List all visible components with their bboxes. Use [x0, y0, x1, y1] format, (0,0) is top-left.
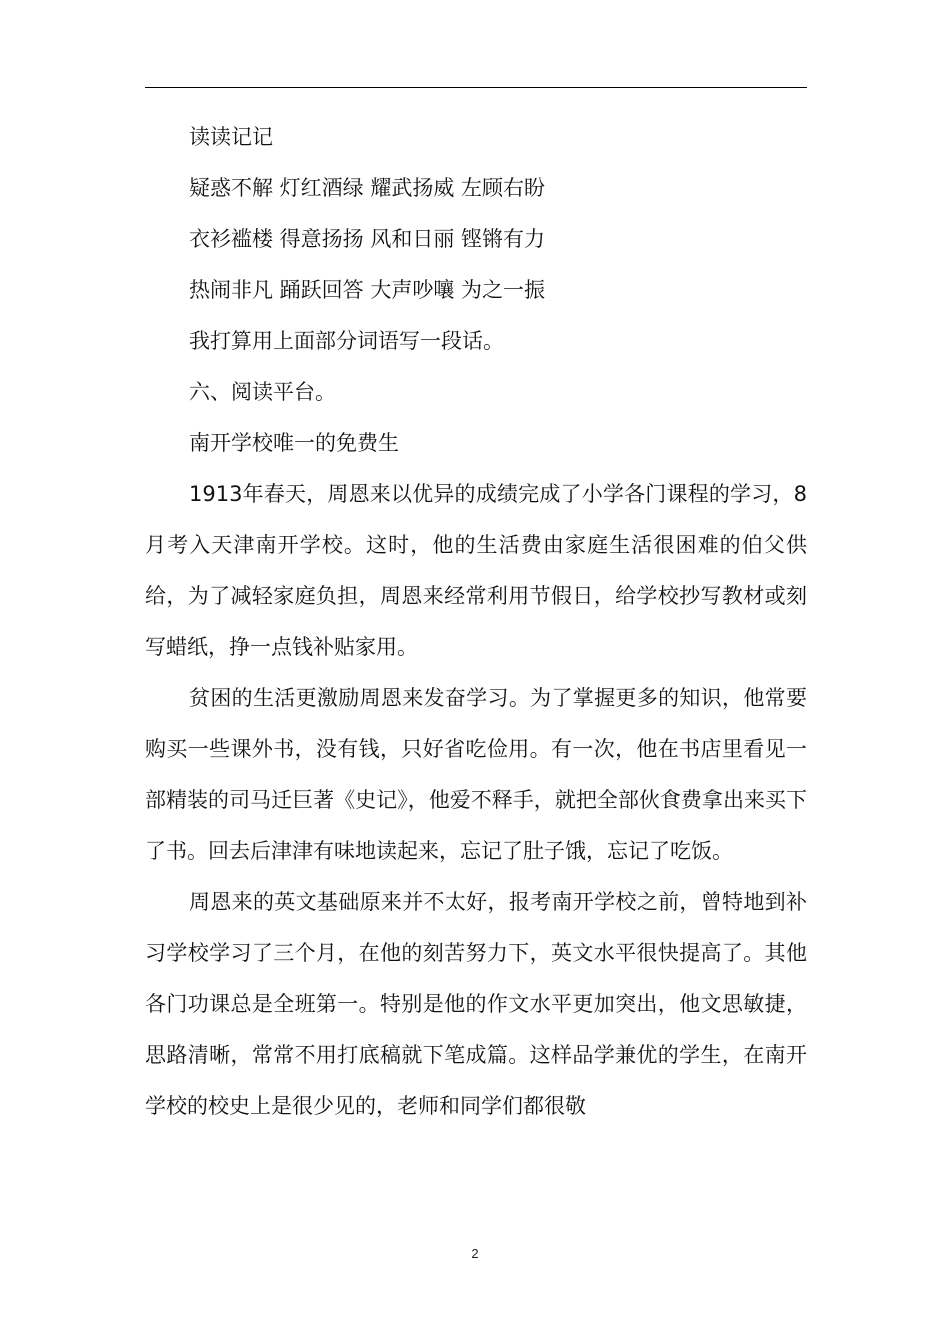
- article-paragraph-3: 周恩来的英文基础原来并不太好，报考南开学校之前，曾特地到补习学校学习了三个月，在他的刻苦努力下，英文水平很快提高了。其他各门功课总是全班第一。特别是他的作文水平更加突出，他文思敏捷，思路清晰，常常不用打底稿就下笔成篇。这样品学兼优的学生，在南开学校的校史上是很少见的，老师和同学们都很敬: [145, 890, 807, 1118]
- word-list-row-3: 热闹非凡 踊跃回答 大声吵嚷 为之一振: [189, 278, 546, 302]
- section-heading-read-and-remember: 读读记记: [189, 125, 273, 149]
- document-body: [145, 112, 807, 1132]
- article-title: 南开学校唯一的免费生: [189, 431, 399, 455]
- word-list-row-2: 衣衫褴楼 得意扬扬 风和日丽 铿锵有力: [189, 227, 546, 251]
- writing-prompt: 我打算用上面部分词语写一段话。: [189, 329, 504, 353]
- section-heading-reading: 六、阅读平台。: [189, 380, 336, 404]
- page-number: 2: [471, 1246, 479, 1261]
- header-rule: [145, 87, 807, 88]
- word-list-row-1: 疑惑不解 灯红酒绿 耀武扬威 左顾右盼: [189, 176, 546, 200]
- article-paragraph-1: 1913年春天，周恩来以优异的成绩完成了小学各门课程的学习，8月考入天津南开学校。这时，他的生活费由家庭生活很困难的伯父供给，为了减轻家庭负担，周恩来经常利用节假日，给学校抄写教材或刻写蜡纸，挣一点钱补贴家用。: [145, 482, 807, 659]
- article-paragraph-2: 贫困的生活更激励周恩来发奋学习。为了掌握更多的知识，他常要购买一些课外书，没有钱，只好省吃俭用。有一次，他在书店里看见一部精装的司马迁巨著《史记》，他爱不释手，就把全部伙食费拿出来买下了书。回去后津津有味地读起来，忘记了肚子饿，忘记了吃饭。: [145, 686, 807, 863]
